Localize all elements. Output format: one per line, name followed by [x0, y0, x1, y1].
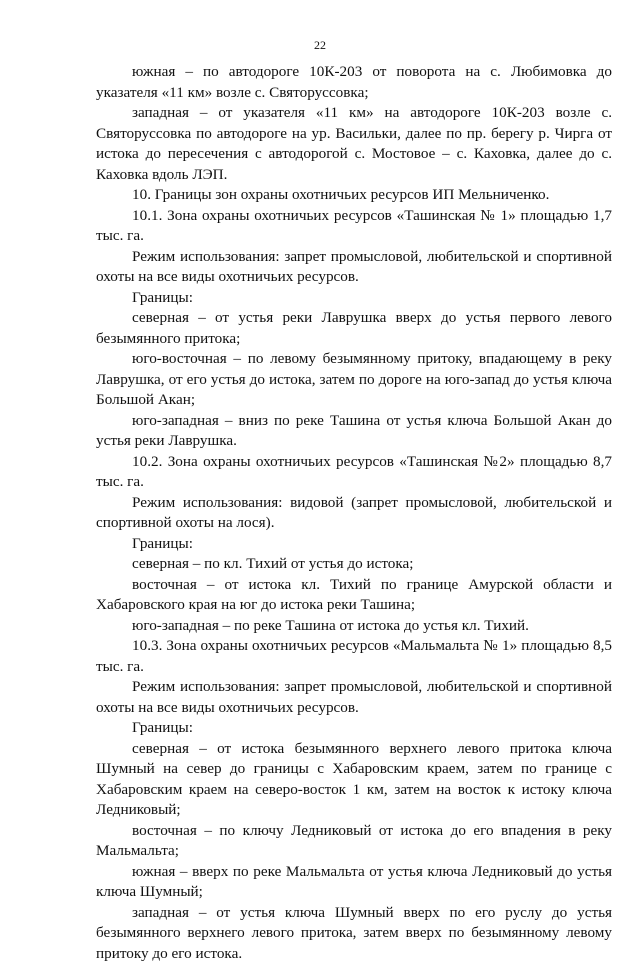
subsection-heading: 10.2. Зона охраны охотничьих ресурсов «Ташинская №2» площадью 8,7 тыс. га.: [96, 452, 612, 493]
paragraph: Границы:: [96, 718, 612, 739]
paragraph: западная – от устья ключа Шумный вверх по его руслу до устья безымянного верхнего левого притока, затем вверх по безымянному левому притоку до его истока.: [96, 903, 612, 964]
paragraph: южная – по автодороге 10К-203 от поворота на с. Любимовка до указателя «11 км» возле с. Святоруссовка;: [96, 62, 612, 103]
paragraph: Режим использования: запрет промысловой, любительской и спортивной охоты на все виды охотничьих ресурсов.: [96, 677, 612, 718]
paragraph: западная – от указателя «11 км» на автодороге 10К-203 возле с. Святоруссовка по автодороге на ур. Васильки, далее по пр. берегу р. Чирга от истока до пересечения с автодорогой с. Мостовое – с. Каховка, далее до с. Каховка вдоль ЛЭП.: [96, 103, 612, 185]
document-body: [96, 62, 612, 964]
paragraph: восточная – от истока кл. Тихий по границе Амурской области и Хабаровского края на юг до истока реки Ташина;: [96, 575, 612, 616]
paragraph: северная – по кл. Тихий от устья до истока;: [96, 554, 612, 575]
paragraph: Режим использования: видовой (запрет промысловой, любительской и спортивной охоты на лося).: [96, 493, 612, 534]
page-number: 22: [0, 38, 640, 53]
paragraph: Границы:: [96, 534, 612, 555]
paragraph: северная – от истока безымянного верхнего левого притока ключа Шумный на север до границы с Хабаровским краем, затем по границе с Хабаровским краем на северо-восток 1 км, затем на восток к истоку ключа Ледниковый;: [96, 739, 612, 821]
paragraph: восточная – по ключу Ледниковый от истока до его впадения в реку Мальмальта;: [96, 821, 612, 862]
paragraph: Границы:: [96, 288, 612, 309]
paragraph: северная – от устья реки Лаврушка вверх до устья первого левого безымянного притока;: [96, 308, 612, 349]
paragraph: Режим использования: запрет промысловой, любительской и спортивной охоты на все виды охотничьих ресурсов.: [96, 247, 612, 288]
paragraph: южная – вверх по реке Мальмальта от устья ключа Ледниковый до устья ключа Шумный;: [96, 862, 612, 903]
section-heading: 10. Границы зон охраны охотничьих ресурсов ИП Мельниченко.: [96, 185, 612, 206]
paragraph: юго-западная – вниз по реке Ташина от устья ключа Большой Акан до устья реки Лаврушка.: [96, 411, 612, 452]
paragraph: юго-восточная – по левому безымянному притоку, впадающему в реку Лаврушка, от его устья до истока, затем по дороге на юго-запад до устья ключа Большой Акан;: [96, 349, 612, 411]
subsection-heading: 10.3. Зона охраны охотничьих ресурсов «Мальмальта № 1» площадью 8,5 тыс. га.: [96, 636, 612, 677]
subsection-heading: 10.1. Зона охраны охотничьих ресурсов «Ташинская № 1» площадью 1,7 тыс. га.: [96, 206, 612, 247]
paragraph: юго-западная – по реке Ташина от истока до устья кл. Тихий.: [96, 616, 612, 637]
